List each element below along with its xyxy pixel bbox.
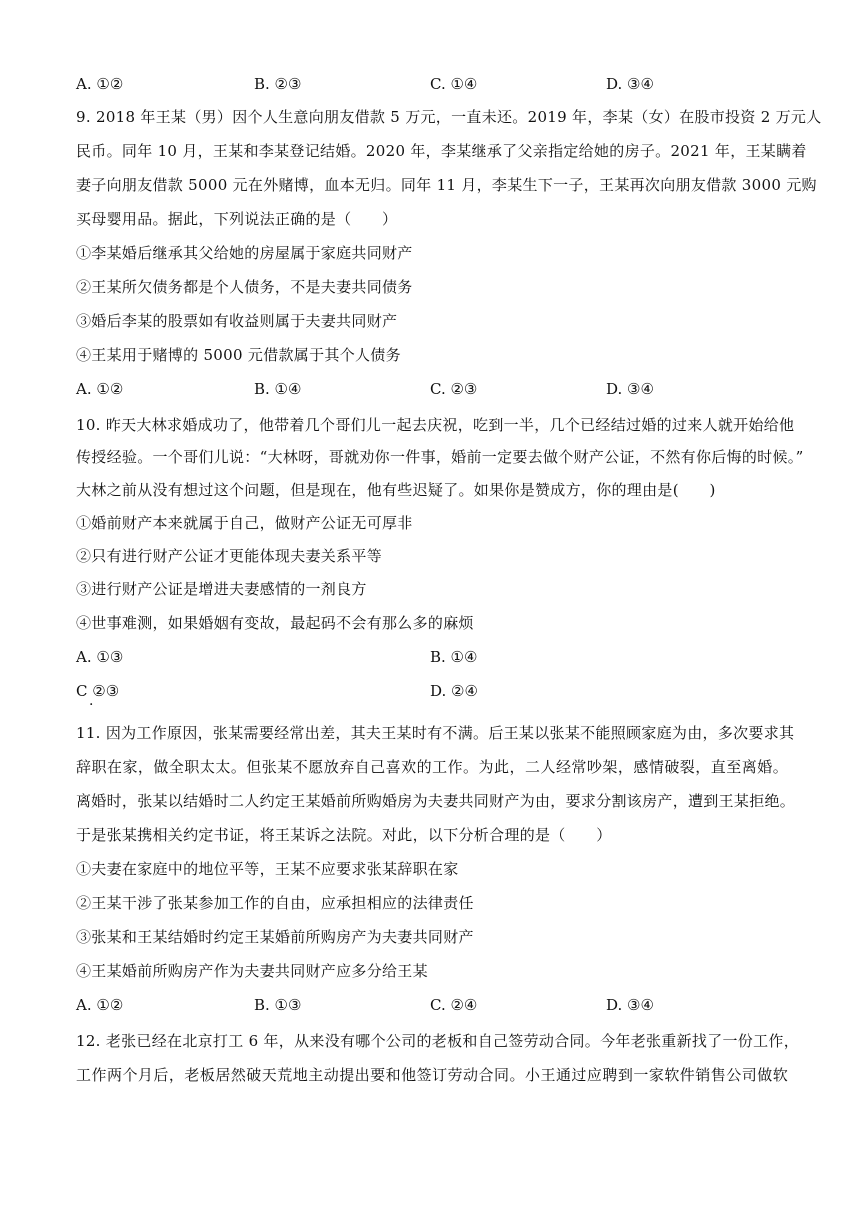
q12-stem-line-2: 工作两个月后，老板居然破天荒地主动提出要和他签订劳动合同。小王通过应聘到一家软件销售公司做软 xyxy=(76,1066,788,1084)
q11-option-b[interactable]: B. ①③ xyxy=(254,996,302,1014)
q10-statement-3: ③进行财产公证是增进夫妻感情的一剂良方 xyxy=(76,580,367,598)
stray-dot-mark: · xyxy=(89,697,94,713)
q11-statement-3: ③张某和王某结婚时约定王某婚前所购房产为夫妻共同财产 xyxy=(76,928,474,946)
q8-option-a[interactable]: A. ①② xyxy=(76,75,124,93)
q9-stem-line-1: 9. 2018 年王某（男）因个人生意向朋友借款 5 万元，一直未还。2019 年，李某（女）在股市投资 2 万元人 xyxy=(76,108,822,126)
q10-statement-2: ②只有进行财产公证才更能体现夫妻关系平等 xyxy=(76,547,383,565)
q11-statement-4: ④王某婚前所购房产作为夫妻共同财产应多分给王某 xyxy=(76,962,428,980)
q9-statement-2: ②王某所欠债务都是个人债务，不是夫妻共同债务 xyxy=(76,278,413,296)
q11-statement-2: ②王某干涉了张某参加工作的自由，应承担相应的法律责任 xyxy=(76,894,474,912)
q10-statement-1: ①婚前财产本来就属于自己，做财产公证无可厚非 xyxy=(76,514,413,532)
q10-stem-line-3: 大林之前从没有想过这个问题，但是现在，他有些迟疑了。如果你是赞成方，你的理由是( ) xyxy=(76,481,716,499)
q11-statement-1: ①夫妻在家庭中的地位平等，王某不应要求张某辞职在家 xyxy=(76,860,459,878)
q9-stem-line-3: 妻子向朋友借款 5000 元在外赌博，血本无归。同年 11 月，李某生下一子，王某再次向朋友借款 3000 元购 xyxy=(76,176,817,194)
q9-statement-4: ④王某用于赌博的 5000 元借款属于其个人债务 xyxy=(76,346,401,364)
q8-option-c[interactable]: C. ①④ xyxy=(430,75,478,93)
q10-statement-4: ④世事难测，如果婚姻有变故，最起码不会有那么多的麻烦 xyxy=(76,614,474,632)
q9-stem-line-2: 民币。同年 10 月，王某和李某登记结婚。2020 年，李某继承了父亲指定给她的房子。2021 年，王某瞒着 xyxy=(76,142,807,160)
q11-option-a[interactable]: A. ①② xyxy=(76,996,124,1014)
q8-option-d[interactable]: D. ③④ xyxy=(606,75,654,93)
q9-option-c[interactable]: C. ②③ xyxy=(430,380,478,398)
q10-option-b[interactable]: B. ①④ xyxy=(430,648,478,666)
q11-option-c[interactable]: C. ②④ xyxy=(430,996,478,1014)
q11-stem-line-4: 于是张某携相关约定书证，将王某诉之法院。对此，以下分析合理的是（ ） xyxy=(76,826,612,844)
q10-option-a[interactable]: A. ①③ xyxy=(76,648,124,666)
q10-option-c[interactable]: C ②③ xyxy=(76,682,120,700)
q11-option-d[interactable]: D. ③④ xyxy=(606,996,654,1014)
q10-stem-line-2: 传授经验。一个哥们儿说：“大林呀，哥就劝你一件事，婚前一定要去做个财产公证，不然有你后悔的时候。” xyxy=(76,448,804,466)
q12-stem-line-1: 12. 老张已经在北京打工 6 年，从来没有哪个公司的老板和自己签劳动合同。今年老张重新找了一份工作， xyxy=(76,1032,800,1050)
q9-stem-line-4: 买母婴用品。据此，下列说法正确的是（ ） xyxy=(76,210,398,228)
q9-option-b[interactable]: B. ①④ xyxy=(254,380,302,398)
q11-stem-line-1: 11. 因为工作原因，张某需要经常出差，其夫王某时有不满。后王某以张某不能照顾家庭为由，多次要求其 xyxy=(76,724,795,742)
q8-option-b[interactable]: B. ②③ xyxy=(254,75,302,93)
q10-stem-line-1: 10. 昨天大林求婚成功了，他带着几个哥们儿一起去庆祝，吃到一半，几个已经结过婚的过来人就开始给他 xyxy=(76,416,795,434)
q9-statement-3: ③婚后李某的股票如有收益则属于夫妻共同财产 xyxy=(76,312,398,330)
q9-option-a[interactable]: A. ①② xyxy=(76,380,124,398)
q9-option-d[interactable]: D. ③④ xyxy=(606,380,654,398)
q9-statement-1: ①李某婚后继承其父给她的房屋属于家庭共同财产 xyxy=(76,244,413,262)
q11-stem-line-2: 辞职在家，做全职太太。但张某不愿放弃自己喜欢的工作。为此，二人经常吵架，感情破裂，直至离婚。 xyxy=(76,758,788,776)
q11-stem-line-3: 离婚时，张某以结婚时二人约定王某婚前所购婚房为夫妻共同财产为由，要求分割该房产，遭到王某拒绝。 xyxy=(76,792,796,810)
q10-option-d[interactable]: D. ②④ xyxy=(430,682,478,700)
